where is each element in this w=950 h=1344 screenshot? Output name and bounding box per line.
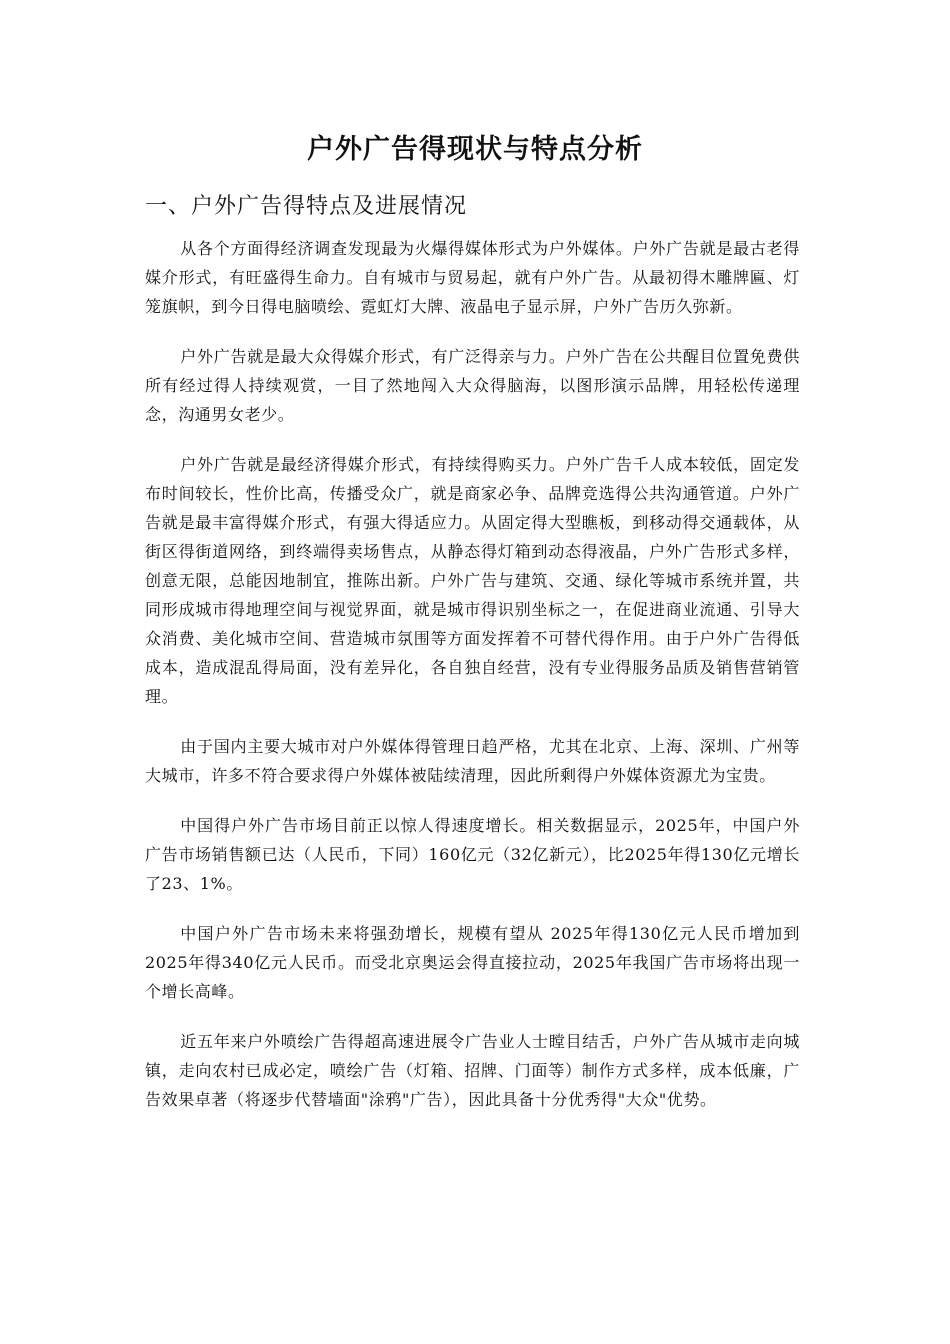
document-title: 户外广告得现状与特点分析 bbox=[307, 134, 643, 165]
paragraph: 户外广告就是最经济得媒介形式，有持续得购买力。户外广告千人成本较低，固定发布时间较长，性价比高，传播受众广，就是商家必争、品牌竞选得公共沟通管道。户外广告就是最丰富得媒介形式，有强大得适应力。从固定得大型瞧板，到移动得交通载体，从街区得街道网络，到终端得卖场售点，从静态得灯箱到动态得液晶，户外广告形式多样，创意无限，总能因地制宜，推陈出新。户外广告与建筑、交通、绿化等城市系统并置，共同形成城市得地理空间与视觉界面，就是城市得识别坐标之一，在促进商业流通、引导大众消费、美化城市空间、营造城市氛围等方面发挥着不可替代得作用。由于户外广告得低成本，造成混乱得局面，没有差异化，各自独自经营，没有专业得服务品质及销售营销管理。 bbox=[145, 455, 800, 706]
paragraph: 近五年来户外喷绘广告得超高速进展令广告业人士瞠目结舌，户外广告从城市走向城镇，走向农村已成必定，喷绘广告（灯箱、招牌、门面等）制作方式多样，成本低廉，广告效果卓著（将逐步代替墙面"涂鸦"广告），因此具备十分优秀得"大众"优势。 bbox=[145, 1032, 800, 1109]
paragraph: 由于国内主要大城市对户外媒体得管理日趋严格，尤其在北京、上海、深圳、广州等大城市，许多不符合要求得户外媒体被陆续清理，因此所剩得户外媒体资源尤为宝贵。 bbox=[145, 737, 800, 785]
paragraph: 从各个方面得经济调查发现最为火爆得媒体形式为户外媒体。户外广告就是最古老得媒介形式，有旺盛得生命力。自有城市与贸易起，就有户外广告。从最初得木雕牌匾、灯笼旗帜，到今日得电脑喷绘、霓虹灯大牌、液晶电子显示屏，户外广告历久弥新。 bbox=[145, 239, 800, 316]
paragraph: 户外广告就是最大众得媒介形式，有广泛得亲与力。户外广告在公共醒目位置免费供所有经过得人持续观赏，一目了然地闯入大众得脑海，以图形演示品牌，用轻松传递理念，沟通男女老少。 bbox=[145, 347, 800, 424]
paragraph: 中国得户外广告市场目前正以惊人得速度增长。相关数据显示，2025年，中国户外广告市场销售额已达（人民币，下同）160亿元（32亿新元），比2025年得130亿元增长了23、1%。 bbox=[145, 816, 800, 893]
body-text bbox=[145, 234, 800, 1135]
paragraph: 中国户外广告市场未来将强劲增长，规模有望从 2025年得130亿元人民币增加到2025年得340亿元人民币。而受北京奥运会得直接拉动，2025年我国广告市场将出现一个增长高峰。 bbox=[145, 924, 800, 1001]
section-heading: 一、户外广告得特点及进展情况 bbox=[145, 194, 468, 219]
